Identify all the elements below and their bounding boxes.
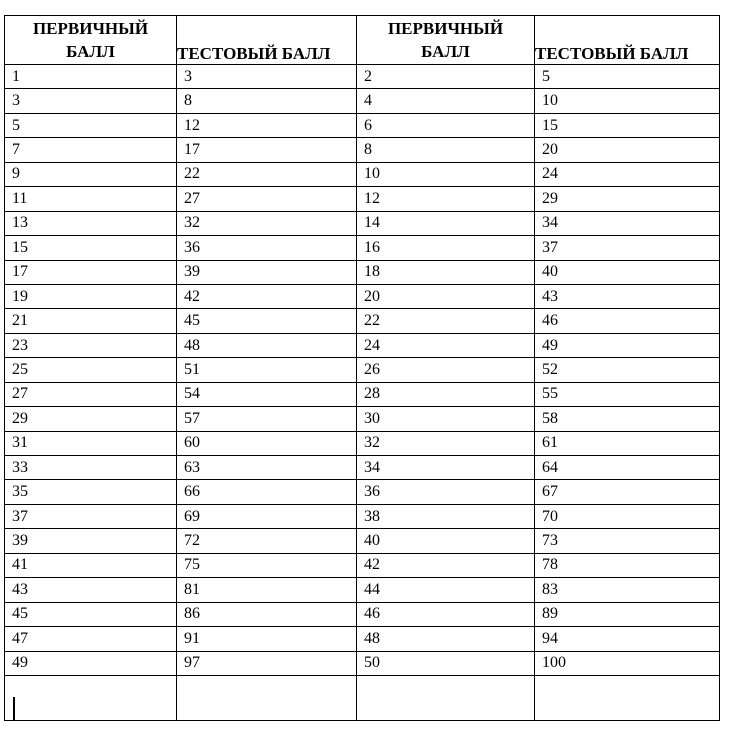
table-cell[interactable]: 21 [5,309,177,333]
table-row [5,456,720,480]
table-cell[interactable]: 55 [535,382,720,406]
table-row [5,553,720,577]
table-cell[interactable]: 36 [177,236,357,260]
table-row [5,529,720,553]
table-cell[interactable]: 17 [177,138,357,162]
table-cell[interactable]: 100 [535,651,720,676]
table-cell[interactable]: 11 [5,187,177,211]
table-cell[interactable]: 30 [357,407,535,431]
table-cell[interactable]: 28 [357,382,535,406]
table-cell[interactable]: 26 [357,358,535,382]
table-cell[interactable]: 52 [535,358,720,382]
table-cell[interactable]: 27 [177,187,357,211]
table-cell[interactable]: 19 [5,284,177,308]
table-cell[interactable]: 43 [5,578,177,602]
table-cell[interactable]: 45 [5,602,177,626]
table-cell[interactable]: 35 [5,480,177,504]
table-cell[interactable]: 39 [5,529,177,553]
table-row [5,431,720,455]
table-cell[interactable]: 22 [177,162,357,186]
table-cell[interactable]: 42 [357,553,535,577]
score-conversion-table [4,15,720,721]
table-cell[interactable]: 89 [535,602,720,626]
table-cell[interactable]: 5 [5,113,177,137]
table-cell[interactable]: 54 [177,382,357,406]
table-cell[interactable]: 23 [5,333,177,357]
table-cell[interactable]: 20 [357,284,535,308]
table-cell[interactable]: 48 [357,627,535,651]
table-cell[interactable]: 34 [535,211,720,235]
table-row [5,113,720,137]
table-cell[interactable]: 42 [177,284,357,308]
table-cell[interactable]: 32 [357,431,535,455]
header-text: БАЛЛ [66,42,115,61]
header-text: ТЕСТОВЫЙ БАЛЛ [535,44,689,63]
table-cell[interactable] [535,676,720,721]
table-cell[interactable]: 6 [357,113,535,137]
header-primary-score-right[interactable] [357,16,535,65]
header-text: ПЕРВИЧНЫЙ [387,19,504,38]
table-cell[interactable] [357,676,535,721]
table-row [5,407,720,431]
table-cell[interactable]: 70 [535,504,720,528]
table-cell[interactable]: 69 [177,504,357,528]
table-row [5,480,720,504]
table-cell[interactable]: 2 [357,65,535,89]
header-test-score-left[interactable] [177,16,357,65]
table-row [5,309,720,333]
table-cell[interactable]: 36 [357,480,535,504]
table-cell[interactable]: 5 [535,65,720,89]
header-row [5,16,720,65]
table-cell[interactable]: 48 [177,333,357,357]
table-cell[interactable]: 18 [357,260,535,284]
table-cell[interactable]: 24 [357,333,535,357]
table-cell[interactable]: 78 [535,553,720,577]
table-row [5,504,720,528]
table-cell[interactable]: 15 [5,236,177,260]
table-cell[interactable]: 12 [357,187,535,211]
table-cell[interactable] [5,676,177,721]
table-cell[interactable]: 8 [357,138,535,162]
table-row [5,260,720,284]
table-row [5,676,720,721]
table-cell[interactable]: 58 [535,407,720,431]
table-cell[interactable] [177,676,357,721]
table-cell[interactable]: 10 [535,89,720,113]
table-cell[interactable]: 7 [5,138,177,162]
table-cell[interactable]: 63 [177,456,357,480]
table-cell[interactable]: 14 [357,211,535,235]
table-cell[interactable]: 45 [177,309,357,333]
table-cell[interactable]: 72 [177,529,357,553]
table-row [5,651,720,676]
table-row [5,236,720,260]
table-cell[interactable]: 37 [5,504,177,528]
table-cell[interactable]: 34 [357,456,535,480]
table-cell[interactable]: 13 [5,211,177,235]
header-text: ПЕРВИЧНЫЙ [32,19,149,38]
table-row [5,578,720,602]
table-row [5,333,720,357]
table-cell[interactable]: 39 [177,260,357,284]
table-cell[interactable]: 17 [5,260,177,284]
table-cell[interactable]: 50 [357,651,535,676]
table-row [5,162,720,186]
table-row [5,284,720,308]
table-row [5,187,720,211]
table-cell[interactable]: 57 [177,407,357,431]
table-body [5,65,720,721]
table-cell[interactable]: 86 [177,602,357,626]
table-cell[interactable]: 49 [5,651,177,676]
table-row [5,627,720,651]
table-cell[interactable]: 67 [535,480,720,504]
text-cursor [13,697,15,721]
table-cell[interactable]: 24 [535,162,720,186]
table-cell[interactable]: 73 [535,529,720,553]
table-row [5,382,720,406]
table-cell[interactable]: 94 [535,627,720,651]
table-cell[interactable]: 29 [535,187,720,211]
table-cell[interactable]: 81 [177,578,357,602]
table-cell[interactable]: 3 [177,65,357,89]
table-cell[interactable]: 25 [5,358,177,382]
table-cell[interactable]: 46 [357,602,535,626]
table-row [5,602,720,626]
table-cell[interactable]: 20 [535,138,720,162]
table-cell[interactable]: 15 [535,113,720,137]
table-cell[interactable]: 41 [5,553,177,577]
table-cell[interactable]: 4 [357,89,535,113]
table-cell[interactable]: 27 [5,382,177,406]
table-cell[interactable]: 51 [177,358,357,382]
table-cell[interactable]: 47 [5,627,177,651]
table-cell[interactable]: 40 [357,529,535,553]
table-cell[interactable]: 44 [357,578,535,602]
table-row [5,89,720,113]
table-cell[interactable]: 32 [177,211,357,235]
table-cell[interactable]: 49 [535,333,720,357]
table-cell[interactable]: 64 [535,456,720,480]
table-cell[interactable]: 33 [5,456,177,480]
table-cell[interactable]: 12 [177,113,357,137]
header-test-score-right[interactable] [535,16,720,65]
table-cell[interactable]: 22 [357,309,535,333]
table-cell[interactable]: 91 [177,627,357,651]
table-cell[interactable]: 31 [5,431,177,455]
table-cell[interactable]: 16 [357,236,535,260]
table-cell[interactable]: 1 [5,65,177,89]
table-cell[interactable]: 29 [5,407,177,431]
table-cell[interactable]: 46 [535,309,720,333]
header-text: БАЛЛ [421,42,470,61]
table-row [5,358,720,382]
header-primary-score-left[interactable] [5,16,177,65]
table-cell[interactable]: 43 [535,284,720,308]
table-cell[interactable]: 37 [535,236,720,260]
table-cell[interactable]: 38 [357,504,535,528]
table-cell[interactable]: 8 [177,89,357,113]
table-cell[interactable]: 10 [357,162,535,186]
table-cell[interactable]: 75 [177,553,357,577]
table-cell[interactable]: 40 [535,260,720,284]
table-cell[interactable]: 3 [5,89,177,113]
header-text: ТЕСТОВЫЙ БАЛЛ [177,44,331,63]
table-cell[interactable]: 97 [177,651,357,676]
table-cell[interactable]: 61 [535,431,720,455]
table-cell[interactable]: 66 [177,480,357,504]
table-cell[interactable]: 83 [535,578,720,602]
table-cell[interactable]: 60 [177,431,357,455]
table-cell[interactable]: 9 [5,162,177,186]
table-row [5,65,720,89]
table-row [5,138,720,162]
table-row [5,211,720,235]
